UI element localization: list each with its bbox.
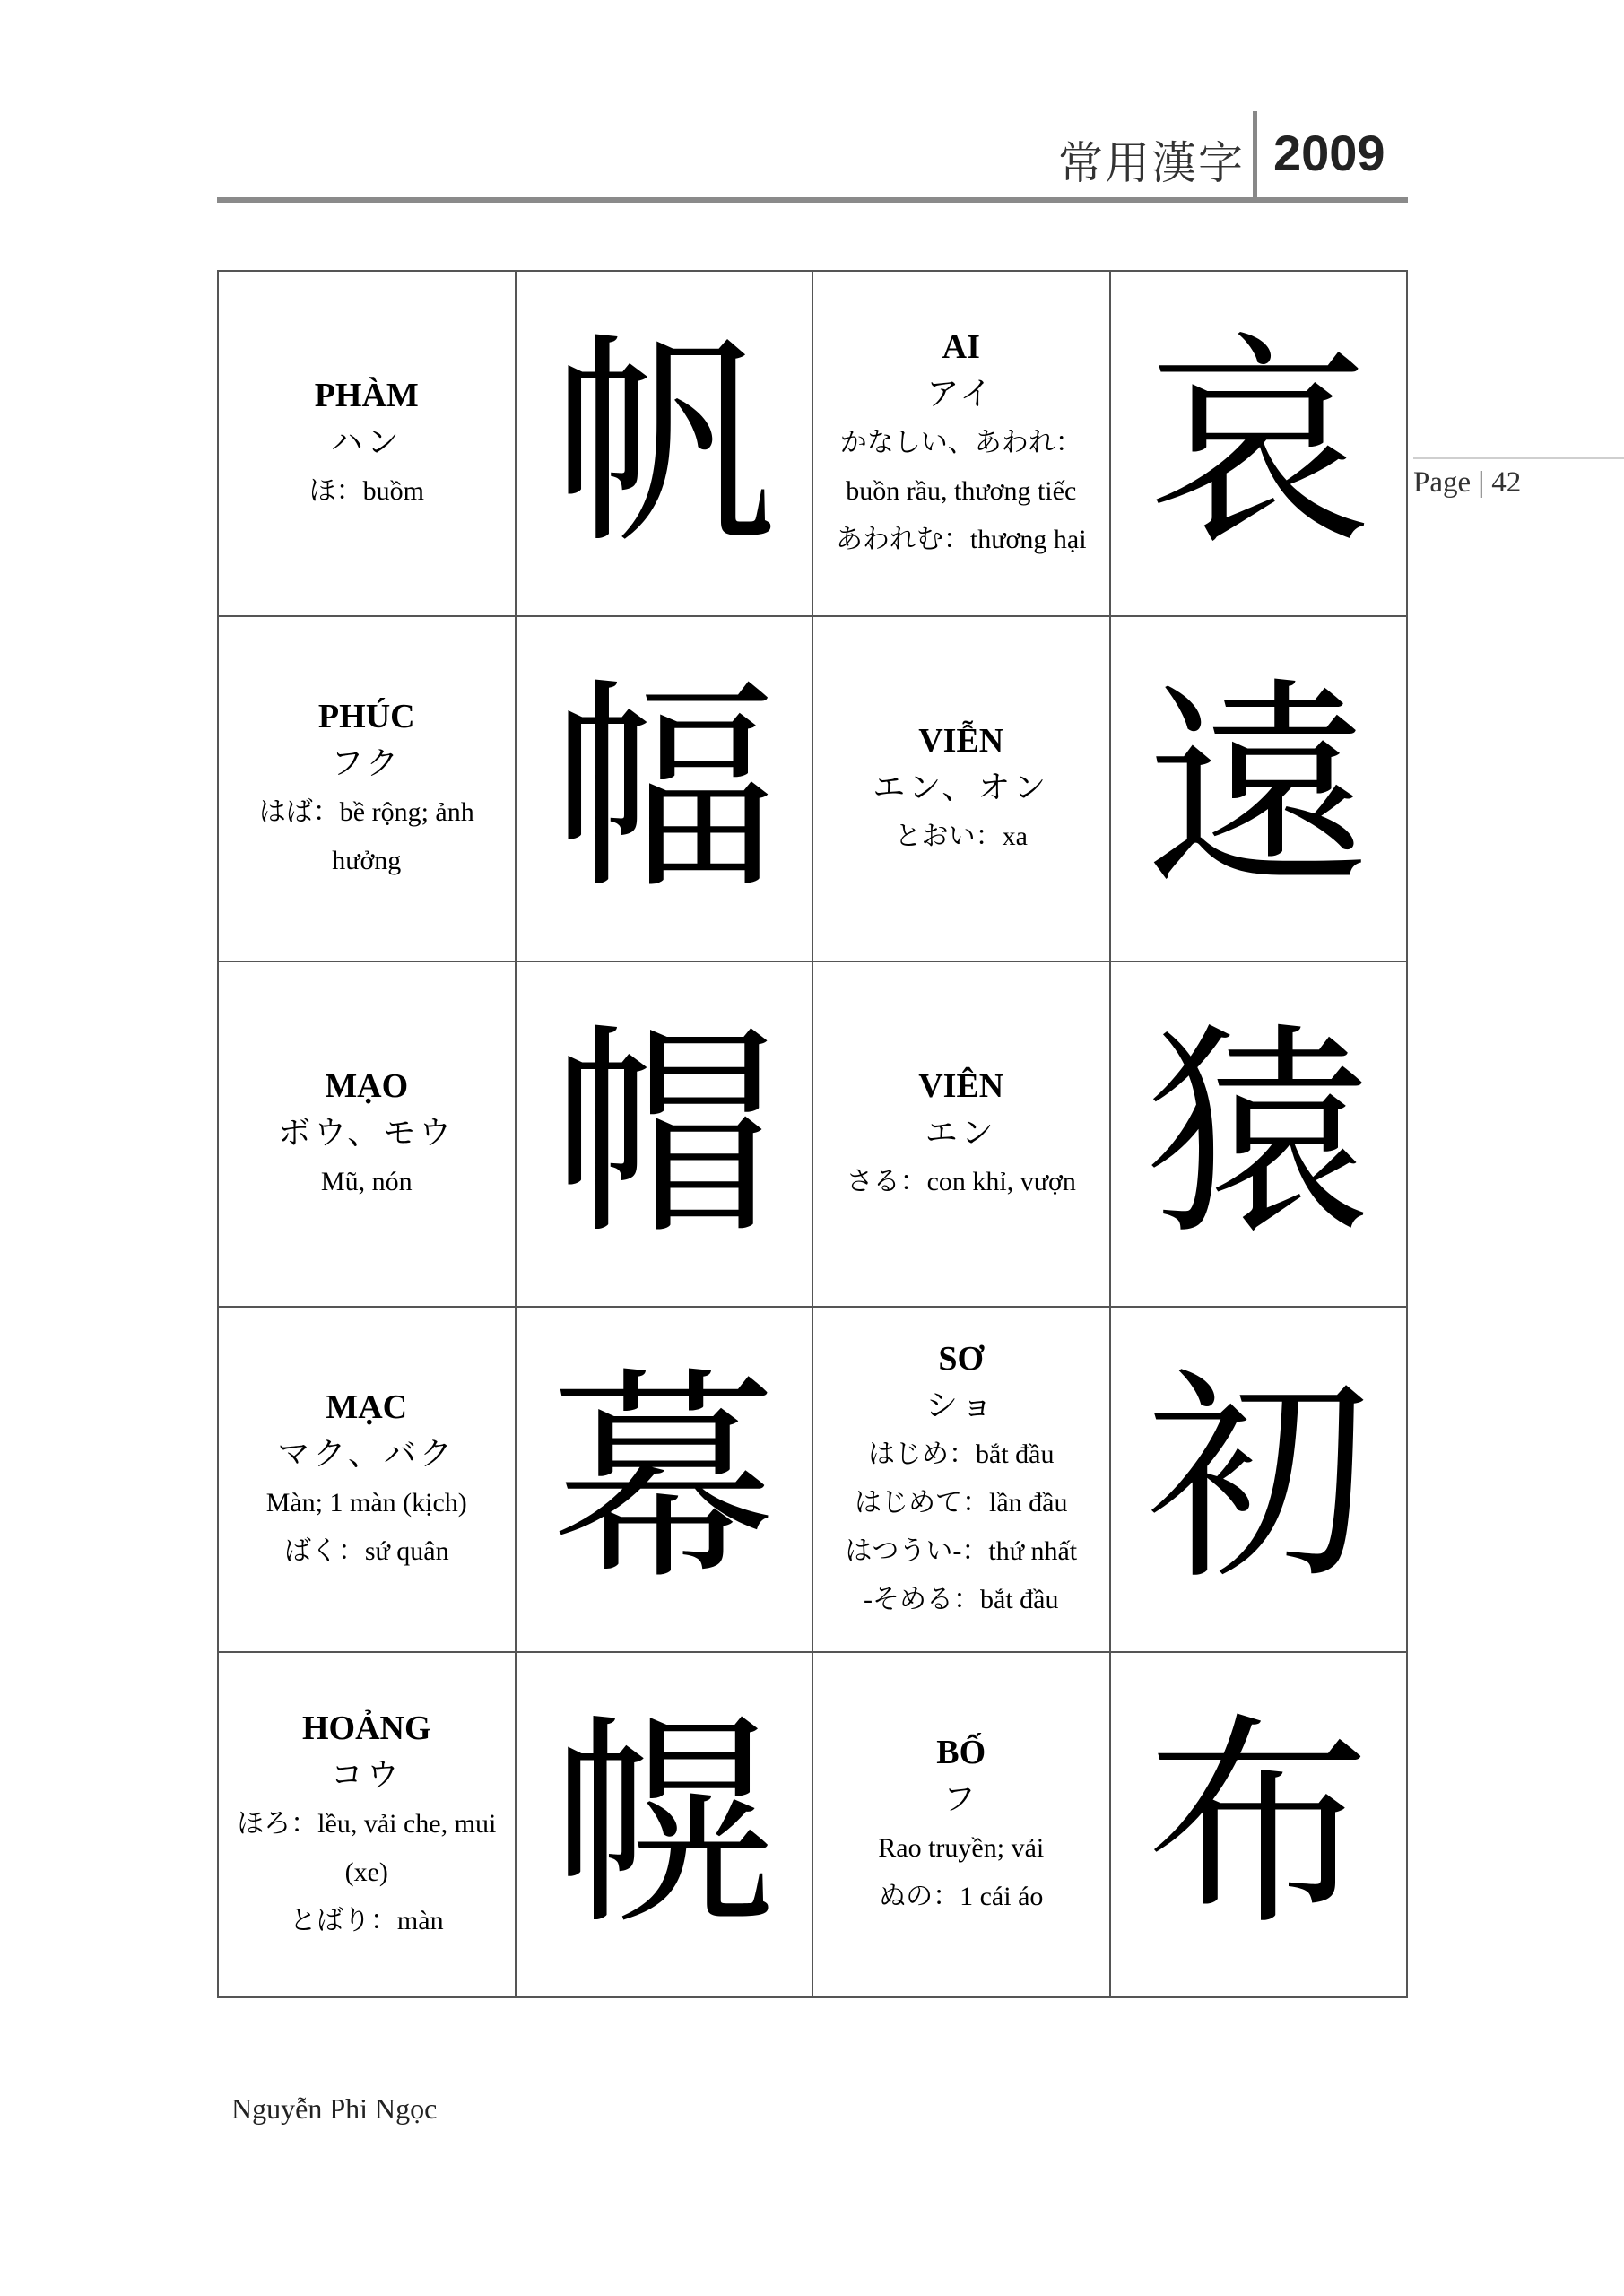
- sino-vietnamese-reading: VIÊN: [918, 1066, 1004, 1105]
- on-reading: アイ: [926, 375, 996, 413]
- kanji-glyph-cell: [1110, 1652, 1408, 1997]
- kanji-character: 猿: [1146, 1003, 1371, 1265]
- on-reading: フク: [331, 744, 403, 782]
- meaning-line: buồn rầu, thương tiếc: [846, 475, 1077, 506]
- on-reading: ショ: [925, 1387, 997, 1424]
- kanji-info-cell: [812, 1307, 1110, 1652]
- header-rule: [217, 197, 1408, 203]
- sino-vietnamese-reading: MẠC: [326, 1387, 408, 1426]
- kanji-info-cell: [218, 961, 516, 1307]
- kanji-glyph-cell: [516, 1307, 813, 1652]
- header-year: 2009: [1273, 125, 1385, 181]
- kanji-glyph-cell: [1110, 961, 1408, 1307]
- meaning-line: とおい：xa: [894, 821, 1028, 851]
- meaning-line: はじめて：lần đầu: [855, 1487, 1068, 1518]
- sino-vietnamese-reading: PHÚC: [317, 697, 415, 735]
- meaning-line: はつうい-：thứ nhất: [845, 1535, 1078, 1566]
- page-number-text: Page | 42: [1413, 466, 1522, 499]
- meaning-line: Màn; 1 màn (kịch): [265, 1487, 467, 1518]
- on-reading: エン: [925, 1114, 997, 1152]
- on-reading: コウ: [330, 1756, 403, 1794]
- kanji-glyph-cell: [516, 616, 813, 961]
- kanji-glyph-cell: [1110, 271, 1408, 616]
- meaning-line: あわれむ：thương hại: [835, 524, 1087, 554]
- on-reading: ハン: [330, 423, 403, 461]
- page-number: [1413, 457, 1624, 500]
- sino-vietnamese-reading: HOẢNG: [301, 1709, 431, 1747]
- kanji-glyph-cell: [516, 1652, 813, 1997]
- header-title: 常用漢字: [1058, 137, 1245, 189]
- kanji-character: 帆: [551, 312, 777, 574]
- kanji-row: [218, 961, 1407, 1307]
- on-reading: フ: [942, 1780, 979, 1818]
- kanji-info-cell: [812, 961, 1110, 1307]
- sino-vietnamese-reading: BỐ: [936, 1733, 986, 1771]
- kanji-row: [218, 616, 1407, 961]
- on-reading: ボウ、モウ: [278, 1114, 456, 1152]
- kanji-info-cell: [218, 1307, 516, 1652]
- on-reading: エン、オン: [873, 769, 1050, 806]
- page-header: [217, 108, 1408, 201]
- kanji-info-cell: [218, 616, 516, 961]
- kanji-character: 幌: [551, 1693, 777, 1955]
- meaning-line: Mũ, nón: [320, 1166, 413, 1196]
- meaning-line: ほろ：lều, vải che, mui: [237, 1808, 497, 1839]
- kanji-character: 幅: [551, 657, 777, 919]
- kanji-info-cell: [812, 271, 1110, 616]
- header-divider: [1253, 111, 1257, 197]
- kanji-character: 哀: [1146, 312, 1371, 574]
- kanji-table: [217, 270, 1408, 1998]
- sino-vietnamese-reading: MẠO: [325, 1066, 409, 1105]
- meaning-line: かなしい、あわれ：: [839, 427, 1082, 457]
- kanji-character: 初: [1146, 1348, 1371, 1610]
- meaning-line: ほ：buồm: [308, 475, 424, 506]
- kanji-info-cell: [812, 1652, 1110, 1997]
- kanji-row: [218, 271, 1407, 616]
- kanji-glyph-cell: [516, 271, 813, 616]
- meaning-line: さる：con khỉ, vượn: [846, 1166, 1076, 1196]
- kanji-row: [218, 1652, 1407, 1997]
- meaning-line: -そめる：bắt đầu: [864, 1584, 1059, 1614]
- kanji-info-cell: [812, 616, 1110, 961]
- sino-vietnamese-reading: VIỄN: [918, 721, 1004, 760]
- kanji-glyph-cell: [1110, 616, 1408, 961]
- kanji-info-cell: [218, 1652, 516, 1997]
- meaning-line: (xe): [344, 1857, 388, 1887]
- sino-vietnamese-reading: AI: [942, 327, 980, 366]
- kanji-character: 布: [1146, 1693, 1371, 1955]
- author-footer: Nguyễn Phi Ngọc: [231, 2092, 438, 2125]
- meaning-line: ぬの：1 cái áo: [879, 1881, 1044, 1911]
- meaning-line: Rao truyền; vải: [878, 1832, 1045, 1863]
- kanji-glyph-cell: [1110, 1307, 1408, 1652]
- meaning-line: とばり：màn: [289, 1905, 444, 1935]
- kanji-glyph-cell: [516, 961, 813, 1307]
- meaning-line: hưởng: [332, 845, 402, 875]
- kanji-row: [218, 1307, 1407, 1652]
- on-reading: マク、バク: [277, 1435, 456, 1473]
- meaning-line: ばく：sứ quân: [283, 1535, 449, 1566]
- sino-vietnamese-reading: SƠ: [938, 1339, 985, 1378]
- kanji-info-cell: [218, 271, 516, 616]
- meaning-line: はじめ：bắt đầu: [868, 1439, 1055, 1469]
- kanji-character: 帽: [551, 1003, 777, 1265]
- kanji-character: 遠: [1146, 657, 1371, 919]
- kanji-character: 幕: [551, 1348, 777, 1610]
- sino-vietnamese-reading: PHÀM: [314, 376, 419, 414]
- meaning-line: はば：bề rộng; ảnh: [258, 796, 474, 827]
